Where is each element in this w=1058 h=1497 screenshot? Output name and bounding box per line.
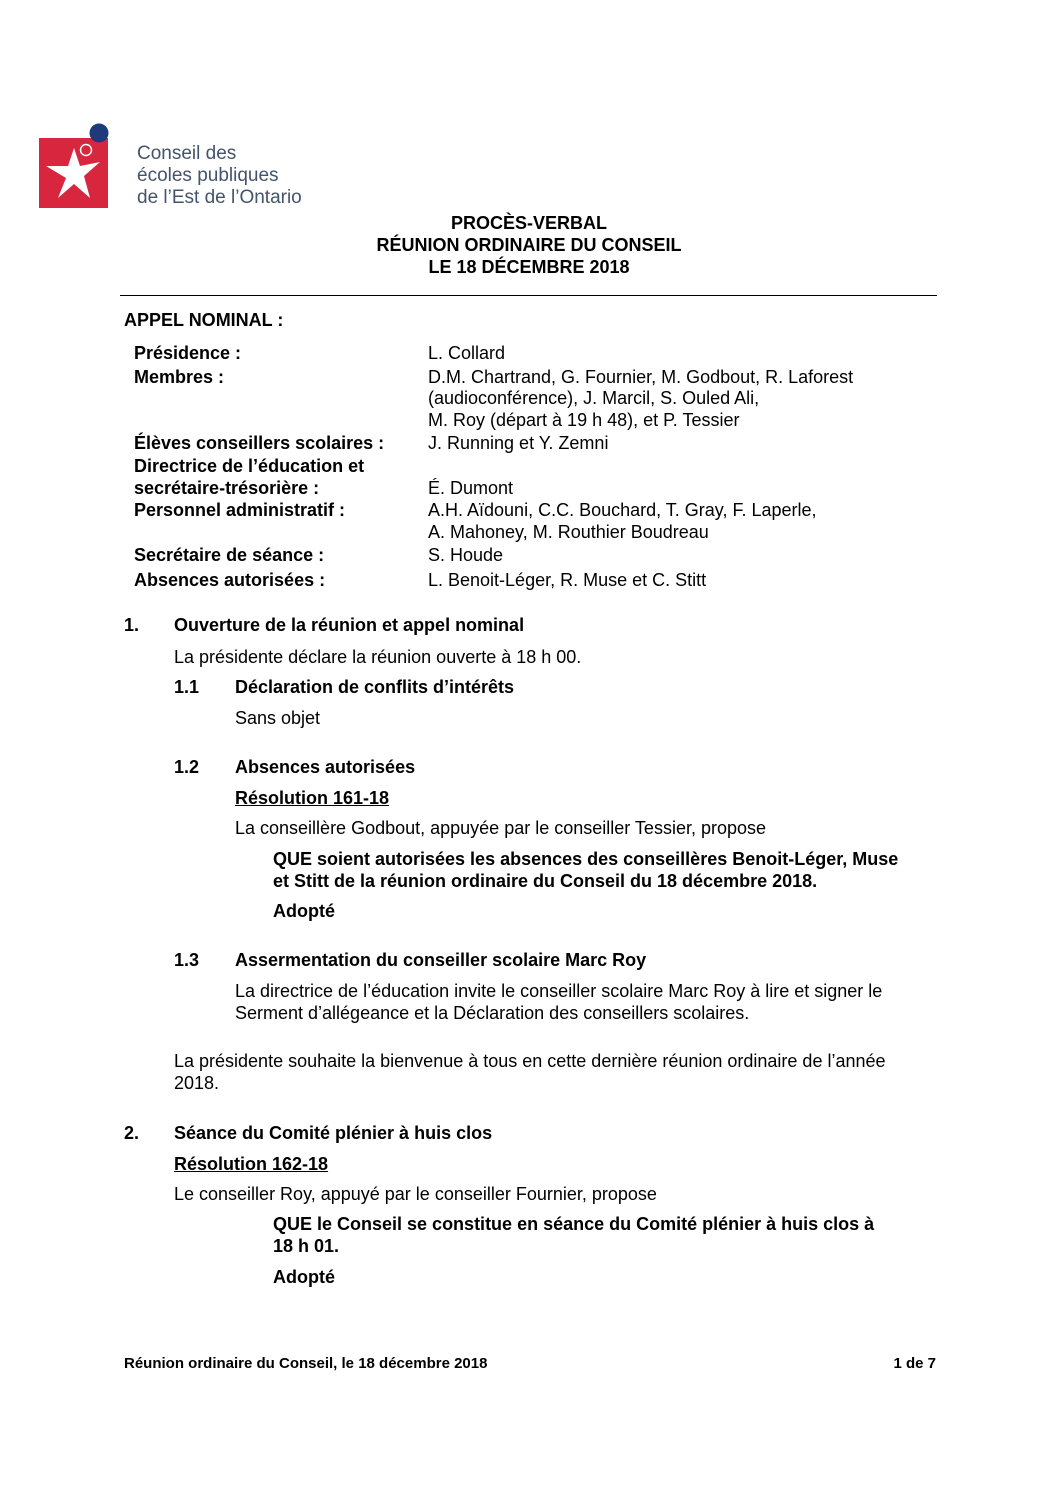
roll-label-personnel: Personnel administratif : bbox=[134, 500, 346, 520]
resolution-162-18: Résolution 162-18 bbox=[174, 1154, 329, 1174]
roll-value-membres-1: D.M. Chartrand, G. Fournier, M. Godbout, R. Laforest bbox=[428, 367, 854, 387]
roll-value-personnel-1: A.H. Aïdouni, C.C. Bouchard, T. Gray, F. Laperle, bbox=[428, 500, 817, 520]
roll-label-eleves: Élèves conseillers scolaires : bbox=[134, 433, 385, 453]
page-number: 1 de 7 bbox=[893, 1355, 936, 1372]
resolution-161-18-mover: La conseillère Godbout, appuyée par le conseiller Tessier, propose bbox=[235, 818, 766, 838]
logo-line-2: écoles publiques bbox=[137, 165, 279, 186]
roll-label-absences: Absences autorisées : bbox=[134, 570, 326, 590]
resolution-162-18-adopted: Adopté bbox=[273, 1267, 335, 1287]
roll-value-membres-3: M. Roy (départ à 19 h 48), et P. Tessier bbox=[428, 410, 740, 430]
roll-value-presidence: L. Collard bbox=[428, 343, 506, 363]
roll-label-membres: Membres : bbox=[134, 367, 225, 387]
section-1-3-title: Assermentation du conseiller scolaire Marc Roy bbox=[235, 950, 647, 970]
resolution-161-18-motion-2: et Stitt de la réunion ordinaire du Conseil du 18 décembre 2018. bbox=[273, 871, 818, 891]
document-title: PROCÈS-VERBAL bbox=[450, 213, 607, 233]
roll-value-eleves: J. Running et Y. Zemni bbox=[428, 433, 609, 453]
logo-mark-icon bbox=[38, 122, 128, 212]
roll-value-absences: L. Benoit-Léger, R. Muse et C. Stitt bbox=[428, 570, 707, 590]
welcome-text-1: La présidente souhaite la bienvenue à tous en cette dernière réunion ordinaire de l’année bbox=[174, 1051, 886, 1071]
resolution-162-18-mover: Le conseiller Roy, appuyé par le conseiller Fournier, propose bbox=[174, 1184, 657, 1204]
roll-value-personnel-2: A. Mahoney, M. Routhier Boudreau bbox=[428, 522, 709, 542]
roll-label-secretaire: Secrétaire de séance : bbox=[134, 545, 325, 565]
header-divider bbox=[120, 295, 937, 296]
footer-title: Réunion ordinaire du Conseil, le 18 décembre 2018 bbox=[124, 1355, 488, 1372]
section-1-1-title: Déclaration de conflits d’intérêts bbox=[235, 677, 515, 697]
roll-label-directrice-1: Directrice de l’éducation et bbox=[134, 456, 365, 476]
section-1-1-number: 1.1 bbox=[174, 677, 200, 697]
section-1-number: 1. bbox=[124, 615, 140, 635]
section-2-title: Séance du Comité plénier à huis clos bbox=[174, 1123, 493, 1143]
section-1-3-text-1: La directrice de l’éducation invite le conseiller scolaire Marc Roy à lire et signer le bbox=[235, 981, 883, 1001]
meeting-type: RÉUNION ORDINAIRE DU CONSEIL bbox=[376, 235, 682, 255]
resolution-162-18-motion-2: 18 h 01. bbox=[273, 1236, 340, 1256]
logo-line-1: Conseil des bbox=[137, 143, 237, 164]
organization-logo bbox=[38, 122, 328, 212]
resolution-162-18-motion-1: QUE le Conseil se constitue en séance du Comité plénier à huis clos à bbox=[273, 1214, 875, 1234]
welcome-text-2: 2018. bbox=[174, 1073, 220, 1093]
section-1-2-number: 1.2 bbox=[174, 757, 200, 777]
section-1-text: La présidente déclare la réunion ouverte à 18 h 00. bbox=[174, 647, 582, 667]
section-1-title: Ouverture de la réunion et appel nominal bbox=[174, 615, 525, 635]
section-1-1-text: Sans objet bbox=[235, 708, 321, 728]
resolution-161-18: Résolution 161-18 bbox=[235, 788, 390, 808]
section-1-2-title: Absences autorisées bbox=[235, 757, 416, 777]
roll-label-directrice-2: secrétaire-trésorière : bbox=[134, 478, 320, 498]
resolution-161-18-motion-1: QUE soient autorisées les absences des conseillères Benoit-Léger, Muse bbox=[273, 849, 899, 869]
logo-line-3: de l’Est de l’Ontario bbox=[137, 187, 302, 208]
roll-value-secretaire: S. Houde bbox=[428, 545, 504, 565]
resolution-161-18-adopted: Adopté bbox=[273, 901, 335, 921]
meeting-date: LE 18 DÉCEMBRE 2018 bbox=[428, 257, 630, 277]
roll-value-directrice: É. Dumont bbox=[428, 478, 514, 498]
section-2-number: 2. bbox=[124, 1123, 140, 1143]
roll-label-presidence: Présidence : bbox=[134, 343, 242, 363]
section-1-3-text-2: Serment d’allégeance et la Déclaration des conseillers scolaires. bbox=[235, 1003, 750, 1023]
roll-value-membres-2: (audioconférence), J. Marcil, S. Ouled Ali, bbox=[428, 388, 760, 408]
section-1-3-number: 1.3 bbox=[174, 950, 200, 970]
roll-call-heading: APPEL NOMINAL : bbox=[124, 310, 284, 330]
